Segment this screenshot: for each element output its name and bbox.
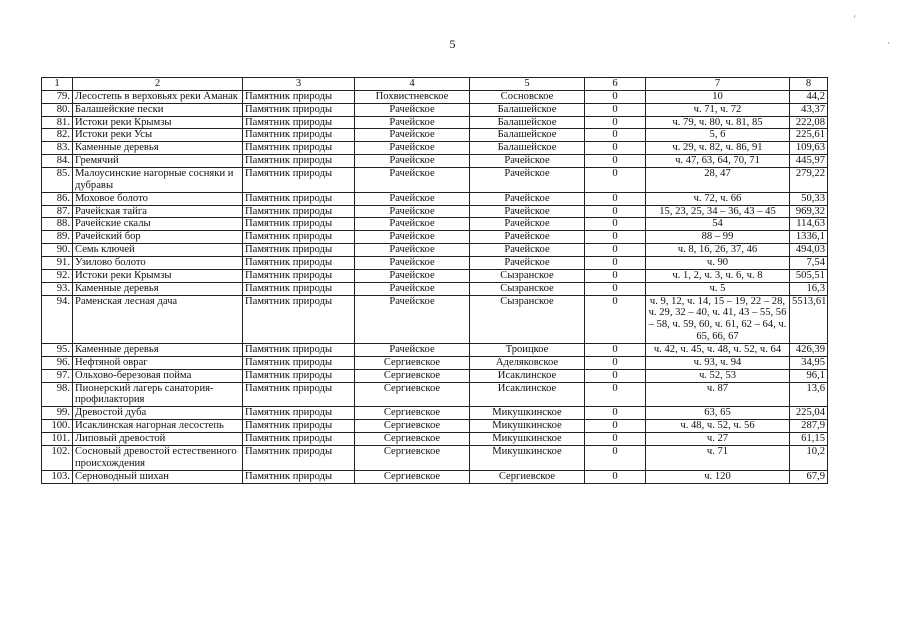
table-row	[42, 407, 828, 420]
district-cell: Сергиевское	[355, 445, 470, 470]
table-row	[42, 295, 828, 343]
area-cell: 13,6	[790, 382, 828, 407]
area-cell: 426,39	[790, 344, 828, 357]
category-cell: Памятник природы	[243, 369, 355, 382]
name-cell: Узилово болото	[73, 257, 243, 270]
quarters-cell: 28, 47	[646, 168, 790, 193]
protected-areas-table	[41, 77, 828, 484]
category-cell: Памятник природы	[243, 295, 355, 343]
area-cell: 1336,1	[790, 231, 828, 244]
area-cell: 44,2	[790, 90, 828, 103]
category-cell: Памятник природы	[243, 244, 355, 257]
quarters-cell: ч. 1, 2, ч. 3, ч. 6, ч. 8	[646, 269, 790, 282]
category-cell: Памятник природы	[243, 168, 355, 193]
district-cell: Рачейское	[355, 103, 470, 116]
table-row	[42, 192, 828, 205]
category-cell: Памятник природы	[243, 269, 355, 282]
category-cell: Памятник природы	[243, 90, 355, 103]
header-cell: 1	[42, 78, 73, 91]
row-number-cell: 103.	[42, 470, 73, 483]
name-cell: Рачейский бор	[73, 231, 243, 244]
area-cell: 109,63	[790, 142, 828, 155]
row-number-cell: 85.	[42, 168, 73, 193]
area-cell: 279,22	[790, 168, 828, 193]
category-cell: Памятник природы	[243, 344, 355, 357]
table-row	[42, 356, 828, 369]
settlement-cell: Троицкое	[470, 344, 585, 357]
district-cell: Рачейское	[355, 192, 470, 205]
district-cell: Сергиевское	[355, 433, 470, 446]
quarters-cell: ч. 42, ч. 45, ч. 48, ч. 52, ч. 64	[646, 344, 790, 357]
category-cell: Памятник природы	[243, 205, 355, 218]
settlement-cell: Микушкинское	[470, 445, 585, 470]
row-number-cell: 95.	[42, 344, 73, 357]
district-cell: Рачейское	[355, 269, 470, 282]
category-cell: Памятник природы	[243, 407, 355, 420]
category-cell: Памятник природы	[243, 257, 355, 270]
zone-cell: 0	[585, 470, 646, 483]
zone-cell: 0	[585, 257, 646, 270]
zone-cell: 0	[585, 382, 646, 407]
area-cell: 16,3	[790, 282, 828, 295]
quarters-cell: ч. 9, 12, ч. 14, 15 – 19, 22 – 28, ч. 29, 32 – 40, ч. 41, 43 – 55, 56 – 58, ч. 59, 60, ч. 61, 62 – 64, ч. 65, 66, 67	[646, 295, 790, 343]
table-row	[42, 90, 828, 103]
category-cell: Памятник природы	[243, 433, 355, 446]
settlement-cell: Сызранское	[470, 295, 585, 343]
zone-cell: 0	[585, 433, 646, 446]
area-cell: 34,95	[790, 356, 828, 369]
district-cell: Рачейское	[355, 142, 470, 155]
name-cell: Истоки реки Крымзы	[73, 269, 243, 282]
zone-cell: 0	[585, 168, 646, 193]
name-cell: Исаклинская нагорная лесостепь	[73, 420, 243, 433]
row-number-cell: 87.	[42, 205, 73, 218]
row-number-cell: 89.	[42, 231, 73, 244]
name-cell: Ольхово-березовая пойма	[73, 369, 243, 382]
settlement-cell: Сергиевское	[470, 470, 585, 483]
settlement-cell: Микушкинское	[470, 420, 585, 433]
district-cell: Рачейское	[355, 231, 470, 244]
settlement-cell: Рачейское	[470, 192, 585, 205]
name-cell: Серноводный шихан	[73, 470, 243, 483]
district-cell: Сергиевское	[355, 470, 470, 483]
area-cell: 96,1	[790, 369, 828, 382]
zone-cell: 0	[585, 218, 646, 231]
district-cell: Рачейское	[355, 205, 470, 218]
quarters-cell: ч. 8, 16, 26, 37, 46	[646, 244, 790, 257]
table-row	[42, 168, 828, 193]
quarters-cell: 54	[646, 218, 790, 231]
category-cell: Памятник природы	[243, 445, 355, 470]
area-cell: 225,61	[790, 129, 828, 142]
quarters-cell: ч. 48, ч. 52, ч. 56	[646, 420, 790, 433]
category-cell: Памятник природы	[243, 231, 355, 244]
zone-cell: 0	[585, 142, 646, 155]
name-cell: Моховое болото	[73, 192, 243, 205]
district-cell: Рачейское	[355, 244, 470, 257]
table-row	[42, 269, 828, 282]
name-cell: Каменные деревья	[73, 344, 243, 357]
district-cell: Рачейское	[355, 155, 470, 168]
header-cell: 8	[790, 78, 828, 91]
quarters-cell: ч. 47, 63, 64, 70, 71	[646, 155, 790, 168]
settlement-cell: Рачейское	[470, 244, 585, 257]
settlement-cell: Сосновское	[470, 90, 585, 103]
quarters-cell: ч. 87	[646, 382, 790, 407]
table-row	[42, 344, 828, 357]
header-cell: 5	[470, 78, 585, 91]
district-cell: Рачейское	[355, 168, 470, 193]
district-cell: Рачейское	[355, 344, 470, 357]
row-number-cell: 84.	[42, 155, 73, 168]
area-cell: 61,15	[790, 433, 828, 446]
scan-mark: '	[854, 14, 856, 24]
zone-cell: 0	[585, 155, 646, 168]
area-cell: 50,33	[790, 192, 828, 205]
name-cell: Семь ключей	[73, 244, 243, 257]
table-row	[42, 116, 828, 129]
table-row	[42, 257, 828, 270]
zone-cell: 0	[585, 103, 646, 116]
zone-cell: 0	[585, 420, 646, 433]
name-cell: Лесостепь в верховьях реки Аманак	[73, 90, 243, 103]
category-cell: Памятник природы	[243, 192, 355, 205]
area-cell: 67,9	[790, 470, 828, 483]
category-cell: Памятник природы	[243, 382, 355, 407]
zone-cell: 0	[585, 231, 646, 244]
table-row	[42, 155, 828, 168]
settlement-cell: Микушкинское	[470, 407, 585, 420]
header-cell: 3	[243, 78, 355, 91]
row-number-cell: 88.	[42, 218, 73, 231]
row-number-cell: 82.	[42, 129, 73, 142]
area-cell: 969,32	[790, 205, 828, 218]
table-row	[42, 369, 828, 382]
area-cell: 43,37	[790, 103, 828, 116]
header-cell: 4	[355, 78, 470, 91]
row-number-cell: 80.	[42, 103, 73, 116]
table-row	[42, 433, 828, 446]
row-number-cell: 101.	[42, 433, 73, 446]
table-body	[42, 90, 828, 483]
settlement-cell: Исаклинское	[470, 369, 585, 382]
settlement-cell: Сызранское	[470, 269, 585, 282]
district-cell: Сергиевское	[355, 369, 470, 382]
quarters-cell: ч. 71	[646, 445, 790, 470]
table-row	[42, 129, 828, 142]
category-cell: Памятник природы	[243, 356, 355, 369]
district-cell: Рачейское	[355, 218, 470, 231]
district-cell: Сергиевское	[355, 407, 470, 420]
district-cell: Рачейское	[355, 257, 470, 270]
zone-cell: 0	[585, 269, 646, 282]
table-row	[42, 282, 828, 295]
quarters-cell: ч. 71, ч. 72	[646, 103, 790, 116]
settlement-cell: Балашейское	[470, 129, 585, 142]
row-number-cell: 100.	[42, 420, 73, 433]
district-cell: Сергиевское	[355, 382, 470, 407]
settlement-cell: Балашейское	[470, 142, 585, 155]
zone-cell: 0	[585, 407, 646, 420]
settlement-cell: Рачейское	[470, 205, 585, 218]
zone-cell: 0	[585, 90, 646, 103]
zone-cell: 0	[585, 192, 646, 205]
row-number-cell: 102.	[42, 445, 73, 470]
page-number: 5	[449, 37, 456, 51]
quarters-cell: 15, 23, 25, 34 – 36, 43 – 45	[646, 205, 790, 218]
quarters-cell: ч. 29, ч. 82, ч. 86, 91	[646, 142, 790, 155]
area-cell: 225,04	[790, 407, 828, 420]
name-cell: Рачейская тайга	[73, 205, 243, 218]
header-row	[42, 78, 828, 91]
quarters-cell: ч. 93, ч. 94	[646, 356, 790, 369]
category-cell: Памятник природы	[243, 103, 355, 116]
settlement-cell: Рачейское	[470, 155, 585, 168]
category-cell: Памятник природы	[243, 282, 355, 295]
name-cell: Сосновый древостой естественного происхождения	[73, 445, 243, 470]
settlement-cell: Рачейское	[470, 257, 585, 270]
zone-cell: 0	[585, 129, 646, 142]
zone-cell: 0	[585, 116, 646, 129]
settlement-cell: Рачейское	[470, 231, 585, 244]
table-row	[42, 205, 828, 218]
name-cell: Раменская лесная дача	[73, 295, 243, 343]
settlement-cell: Сызранское	[470, 282, 585, 295]
row-number-cell: 99.	[42, 407, 73, 420]
scan-mark: ·	[887, 38, 890, 48]
area-cell: 10,2	[790, 445, 828, 470]
row-number-cell: 94.	[42, 295, 73, 343]
name-cell: Пионерский лагерь санатория-профилактория	[73, 382, 243, 407]
zone-cell: 0	[585, 356, 646, 369]
area-cell: 7,54	[790, 257, 828, 270]
district-cell: Рачейское	[355, 282, 470, 295]
category-cell: Памятник природы	[243, 142, 355, 155]
zone-cell: 0	[585, 295, 646, 343]
area-cell: 287,9	[790, 420, 828, 433]
header-cell: 2	[73, 78, 243, 91]
zone-cell: 0	[585, 205, 646, 218]
zone-cell: 0	[585, 244, 646, 257]
category-cell: Памятник природы	[243, 116, 355, 129]
area-cell: 222,08	[790, 116, 828, 129]
settlement-cell: Балашейское	[470, 116, 585, 129]
settlement-cell: Рачейское	[470, 218, 585, 231]
district-cell: Рачейское	[355, 295, 470, 343]
district-cell: Сергиевское	[355, 356, 470, 369]
quarters-cell: 10	[646, 90, 790, 103]
table-row	[42, 231, 828, 244]
header-cell: 7	[646, 78, 790, 91]
name-cell: Балашейские пески	[73, 103, 243, 116]
header-cell: 6	[585, 78, 646, 91]
settlement-cell: Аделяковское	[470, 356, 585, 369]
area-cell: 445,97	[790, 155, 828, 168]
row-number-cell: 79.	[42, 90, 73, 103]
row-number-cell: 98.	[42, 382, 73, 407]
table-row	[42, 382, 828, 407]
table-row	[42, 142, 828, 155]
quarters-cell: ч. 52, 53	[646, 369, 790, 382]
table-row	[42, 244, 828, 257]
row-number-cell: 97.	[42, 369, 73, 382]
table-row	[42, 470, 828, 483]
quarters-cell: 63, 65	[646, 407, 790, 420]
quarters-cell: ч. 27	[646, 433, 790, 446]
row-number-cell: 86.	[42, 192, 73, 205]
row-number-cell: 91.	[42, 257, 73, 270]
district-cell: Похвистневское	[355, 90, 470, 103]
name-cell: Малоусинские нагорные сосняки и дубравы	[73, 168, 243, 193]
district-cell: Рачейское	[355, 129, 470, 142]
category-cell: Памятник природы	[243, 470, 355, 483]
quarters-cell: 88 – 99	[646, 231, 790, 244]
area-cell: 494,03	[790, 244, 828, 257]
quarters-cell: ч. 72, ч. 66	[646, 192, 790, 205]
area-cell: 505,51	[790, 269, 828, 282]
row-number-cell: 93.	[42, 282, 73, 295]
settlement-cell: Балашейское	[470, 103, 585, 116]
district-cell: Рачейское	[355, 116, 470, 129]
zone-cell: 0	[585, 369, 646, 382]
quarters-cell: ч. 90	[646, 257, 790, 270]
category-cell: Памятник природы	[243, 420, 355, 433]
name-cell: Липовый древостой	[73, 433, 243, 446]
quarters-cell: ч. 5	[646, 282, 790, 295]
row-number-cell: 92.	[42, 269, 73, 282]
area-cell: 114,63	[790, 218, 828, 231]
name-cell: Нефтяной овраг	[73, 356, 243, 369]
table-row	[42, 103, 828, 116]
row-number-cell: 81.	[42, 116, 73, 129]
table-row	[42, 445, 828, 470]
name-cell: Каменные деревья	[73, 282, 243, 295]
category-cell: Памятник природы	[243, 129, 355, 142]
zone-cell: 0	[585, 282, 646, 295]
name-cell: Истоки реки Усы	[73, 129, 243, 142]
district-cell: Сергиевское	[355, 420, 470, 433]
settlement-cell: Рачейское	[470, 168, 585, 193]
row-number-cell: 83.	[42, 142, 73, 155]
table-row	[42, 218, 828, 231]
quarters-cell: ч. 120	[646, 470, 790, 483]
quarters-cell: ч. 79, ч. 80, ч. 81, 85	[646, 116, 790, 129]
name-cell: Каменные деревья	[73, 142, 243, 155]
category-cell: Памятник природы	[243, 155, 355, 168]
name-cell: Древостой дуба	[73, 407, 243, 420]
name-cell: Рачейские скалы	[73, 218, 243, 231]
zone-cell: 0	[585, 445, 646, 470]
settlement-cell: Микушкинское	[470, 433, 585, 446]
name-cell: Гремячий	[73, 155, 243, 168]
zone-cell: 0	[585, 344, 646, 357]
row-number-cell: 96.	[42, 356, 73, 369]
table-row	[42, 420, 828, 433]
category-cell: Памятник природы	[243, 218, 355, 231]
name-cell: Истоки реки Крымзы	[73, 116, 243, 129]
settlement-cell: Исаклинское	[470, 382, 585, 407]
row-number-cell: 90.	[42, 244, 73, 257]
area-cell: 5513,61	[790, 295, 828, 343]
quarters-cell: 5, 6	[646, 129, 790, 142]
